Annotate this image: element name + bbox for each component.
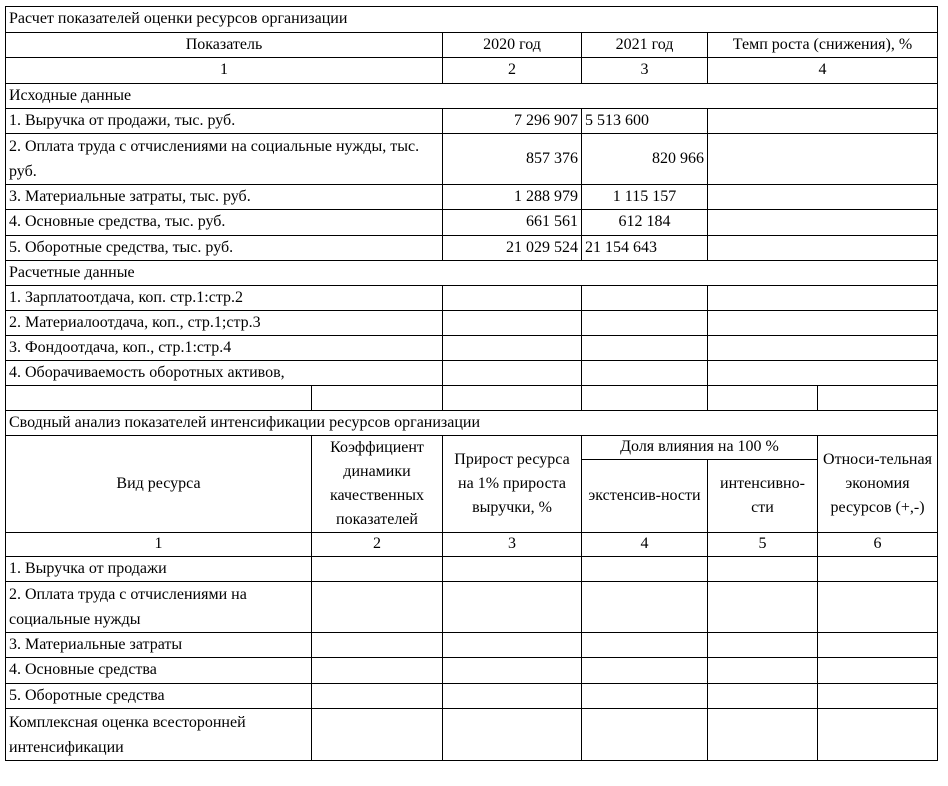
- value-2020[interactable]: 7 296 907: [443, 109, 582, 134]
- growth-rate-cell[interactable]: [708, 311, 938, 336]
- growth-rate-cell[interactable]: [708, 286, 938, 311]
- colnum-cell[interactable]: 1: [6, 533, 312, 557]
- growth-rate-cell[interactable]: [708, 109, 938, 134]
- empty-cell[interactable]: [582, 582, 708, 633]
- empty-cell[interactable]: [582, 684, 708, 709]
- value-2020[interactable]: 661 561: [443, 210, 582, 236]
- colnum-cell[interactable]: 2: [443, 58, 582, 84]
- value-2021[interactable]: [582, 311, 708, 336]
- growth-rate-cell[interactable]: [708, 185, 938, 210]
- value-2020[interactable]: 857 376: [443, 134, 582, 185]
- empty-cell[interactable]: [818, 582, 938, 633]
- empty-cell[interactable]: [818, 709, 938, 761]
- value-2021[interactable]: 612 184: [582, 210, 708, 236]
- empty-cell[interactable]: [708, 386, 818, 411]
- indicator-name[interactable]: 2. Материалоотдача, коп., стр.1;стр.3: [6, 311, 443, 336]
- header-resource-type[interactable]: Вид ресурса: [6, 436, 312, 533]
- resource-name[interactable]: 5. Оборотные средства: [6, 684, 312, 709]
- header-coefficient[interactable]: Коэффициент динамики качественных показателей: [312, 436, 443, 533]
- empty-cell[interactable]: [312, 684, 443, 709]
- value-2020[interactable]: [443, 311, 582, 336]
- empty-cell[interactable]: [443, 709, 582, 761]
- value-2020[interactable]: 21 029 524: [443, 236, 582, 261]
- table-row: [6, 210, 938, 236]
- value-2021[interactable]: 820 966: [582, 134, 708, 185]
- source-data-label[interactable]: Исходные данные: [6, 84, 938, 109]
- value-2021[interactable]: 5 513 600: [582, 109, 708, 134]
- table-row: [6, 286, 938, 311]
- colnum-cell[interactable]: 2: [312, 533, 443, 557]
- header-share-of-influence[interactable]: Доля влияния на 100 %: [582, 436, 818, 460]
- empty-cell[interactable]: [312, 709, 443, 761]
- colnum-cell[interactable]: 3: [582, 58, 708, 84]
- resource-name[interactable]: 1. Выручка от продажи: [6, 557, 312, 582]
- indicator-name[interactable]: 1. Зарплатоотдача, коп. стр.1:стр.2: [6, 286, 443, 311]
- empty-cell[interactable]: [443, 684, 582, 709]
- table-row: [6, 709, 938, 761]
- empty-cell[interactable]: [443, 557, 582, 582]
- colnum-cell[interactable]: 1: [6, 58, 443, 84]
- header-relative-economy[interactable]: Относи-тельная экономия ресурсов (+,-): [818, 436, 938, 533]
- empty-cell[interactable]: [818, 658, 938, 684]
- header-growth-rate[interactable]: Темп роста (снижения), %: [708, 33, 938, 58]
- empty-cell[interactable]: [708, 684, 818, 709]
- empty-cell[interactable]: [443, 582, 582, 633]
- indicator-name[interactable]: 3. Фондоотдача, коп., стр.1:стр.4: [6, 336, 443, 361]
- header-growth-per-percent[interactable]: Прирост ресурса на 1% прироста выручки, %: [443, 436, 582, 533]
- empty-cell[interactable]: [582, 633, 708, 658]
- empty-cell[interactable]: [443, 633, 582, 658]
- empty-cell[interactable]: [443, 386, 582, 411]
- value-2021[interactable]: 21 154 643: [582, 236, 708, 261]
- section2-header-row: [6, 436, 938, 460]
- table-row: [6, 684, 938, 709]
- calc-data-label[interactable]: Расчетные данные: [6, 261, 938, 286]
- growth-rate-cell[interactable]: [708, 210, 938, 236]
- section2-colnum-row: [6, 533, 938, 557]
- header-2021[interactable]: 2021 год: [582, 33, 708, 58]
- table-row: [6, 361, 938, 386]
- colnum-cell[interactable]: 6: [818, 533, 938, 557]
- table-row: [6, 557, 938, 582]
- source-data-label-row: [6, 84, 938, 109]
- resource-name[interactable]: 4. Основные средства: [6, 658, 312, 684]
- header-intensiveness[interactable]: интенсивно-сти: [708, 460, 818, 533]
- section1-title[interactable]: Расчет показателей оценки ресурсов организации: [6, 7, 938, 33]
- header-extensiveness[interactable]: экстенсив-ности: [582, 460, 708, 533]
- empty-cell[interactable]: [443, 658, 582, 684]
- header-2020[interactable]: 2020 год: [443, 33, 582, 58]
- empty-cell[interactable]: [312, 386, 443, 411]
- value-2021[interactable]: [582, 286, 708, 311]
- empty-cell[interactable]: [582, 658, 708, 684]
- table-row: [6, 336, 938, 361]
- colnum-cell[interactable]: 3: [443, 533, 582, 557]
- value-2021[interactable]: [582, 336, 708, 361]
- section1-colnum-row: [6, 58, 938, 84]
- section1-header-row: [6, 33, 938, 58]
- value-2020[interactable]: [443, 286, 582, 311]
- empty-cell[interactable]: [708, 557, 818, 582]
- growth-rate-cell[interactable]: [708, 236, 938, 261]
- blank-row: [6, 386, 938, 411]
- empty-cell[interactable]: [818, 684, 938, 709]
- growth-rate-cell[interactable]: [708, 336, 938, 361]
- table-row: [6, 633, 938, 658]
- indicator-name[interactable]: 5. Оборотные средства, тыс. руб.: [6, 236, 443, 261]
- value-2021[interactable]: [582, 361, 708, 386]
- indicator-name[interactable]: 3. Материальные затраты, тыс. руб.: [6, 185, 443, 210]
- resource-name[interactable]: Комплексная оценка всесторонней интенсификации: [6, 709, 312, 761]
- resource-analysis-table: [5, 6, 938, 761]
- table-row: [6, 185, 938, 210]
- table-row: [6, 311, 938, 336]
- value-2020[interactable]: [443, 361, 582, 386]
- calc-data-label-row: [6, 261, 938, 286]
- section2-title-row: [6, 411, 938, 436]
- empty-cell[interactable]: [818, 386, 938, 411]
- colnum-cell[interactable]: 4: [708, 58, 938, 84]
- indicator-name[interactable]: 4. Основные средства, тыс. руб.: [6, 210, 443, 236]
- colnum-cell[interactable]: 4: [582, 533, 708, 557]
- empty-cell[interactable]: [312, 557, 443, 582]
- resource-name[interactable]: 3. Материальные затраты: [6, 633, 312, 658]
- table-row: [6, 236, 938, 261]
- empty-cell[interactable]: [708, 633, 818, 658]
- indicator-name[interactable]: 1. Выручка от продажи, тыс. руб.: [6, 109, 443, 134]
- empty-cell[interactable]: [312, 582, 443, 633]
- section2-title[interactable]: Сводный анализ показателей интенсификации ресурсов организации: [6, 411, 938, 436]
- empty-cell[interactable]: [312, 633, 443, 658]
- empty-cell[interactable]: [708, 709, 818, 761]
- colnum-cell[interactable]: 5: [708, 533, 818, 557]
- table-row: [6, 134, 938, 185]
- header-indicator[interactable]: Показатель: [6, 33, 443, 58]
- growth-rate-cell[interactable]: [708, 361, 938, 386]
- empty-cell[interactable]: [582, 557, 708, 582]
- section1-title-row: [6, 7, 938, 33]
- table-row: [6, 109, 938, 134]
- table-row: [6, 658, 938, 684]
- empty-cell[interactable]: [818, 633, 938, 658]
- empty-cell[interactable]: [582, 386, 708, 411]
- resource-name[interactable]: 2. Оплата труда с отчислениями на социальные нужды: [6, 582, 312, 633]
- value-2021[interactable]: 1 115 157: [582, 185, 708, 210]
- value-2020[interactable]: [443, 336, 582, 361]
- empty-cell[interactable]: [708, 658, 818, 684]
- empty-cell[interactable]: [582, 709, 708, 761]
- indicator-name[interactable]: 2. Оплата труда с отчислениями на социальные нужды, тыс. руб.: [6, 134, 443, 185]
- indicator-name[interactable]: 4. Оборачиваемость оборотных активов,: [6, 361, 443, 386]
- empty-cell[interactable]: [6, 386, 312, 411]
- value-2020[interactable]: 1 288 979: [443, 185, 582, 210]
- empty-cell[interactable]: [312, 658, 443, 684]
- table-row: [6, 582, 938, 633]
- spreadsheet: [5, 6, 938, 761]
- growth-rate-cell[interactable]: [708, 134, 938, 185]
- empty-cell[interactable]: [818, 557, 938, 582]
- empty-cell[interactable]: [708, 582, 818, 633]
